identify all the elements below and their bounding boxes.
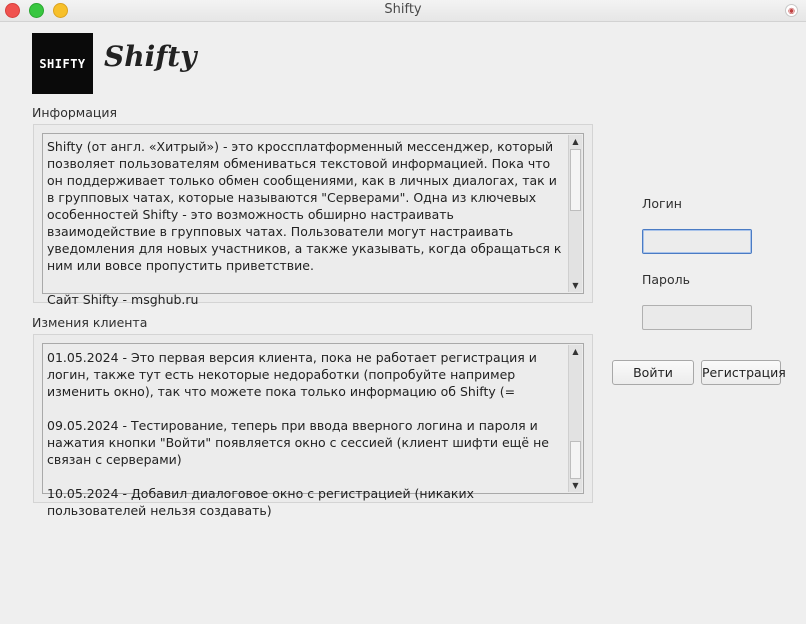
login-label: Логин <box>642 196 682 211</box>
brand-name: Shifty <box>104 40 197 73</box>
password-input[interactable] <box>642 305 752 330</box>
app-icon: ◉ <box>785 4 798 17</box>
info-text <box>47 135 563 307</box>
arrow-down-icon[interactable]: ▼ <box>572 481 579 490</box>
window-title: Shifty <box>384 2 422 17</box>
changelog-paragraph: 10.05.2024 - Добавил диалоговое окно с регистрацией (никаких пользователей нельзя создавать) <box>47 486 474 518</box>
info-scrollbar[interactable] <box>568 135 582 292</box>
logo-text: SHIFTY <box>39 56 86 71</box>
changelog-text <box>47 345 563 518</box>
info-label: Информация <box>32 105 118 120</box>
scroll-thumb[interactable] <box>570 149 581 211</box>
arrow-up-icon[interactable]: ▲ <box>572 137 579 146</box>
title-bar <box>0 0 806 22</box>
changelog-textbox[interactable] <box>42 343 584 518</box>
info-textbox[interactable] <box>42 133 584 307</box>
changelog-label: Измения клиента <box>32 315 148 330</box>
changelog-paragraph: 09.05.2024 - Тестирование, теперь при ввода вверного логина и пароля и нажатия кнопки "Войти" появляется окно с сессией (клиент шифти ещё не связан с серверами) <box>47 418 549 467</box>
arrow-down-icon[interactable]: ▼ <box>572 281 579 290</box>
login-button[interactable]: Войти <box>612 360 694 385</box>
changelog-scrollbar[interactable] <box>568 345 582 492</box>
register-button[interactable]: Регистрация <box>701 360 781 385</box>
info-paragraph: Shifty (от англ. «Хитрый») - это кроссплатформенный мессенджер, который позволяет пользователям обмениваться текстовой информацией. Пока что он поддерживает только обмен сообщениями, как в личных диалогах, так и в групповых чатах, которые называются "Серверами". Одна из ключевых особенностей Shifty - это возможность обширно настраивать взаимодействие в групповых чатах. Пользователи могут настраивать уведомления для новых участников, а также указывать, когда обращаться к ним или вовсе пропустить приветствие. <box>47 139 562 273</box>
password-label: Пароль <box>642 272 690 287</box>
arrow-up-icon[interactable]: ▲ <box>572 347 579 356</box>
login-input[interactable] <box>642 229 752 254</box>
logo <box>32 33 93 94</box>
scroll-thumb[interactable] <box>570 441 581 479</box>
info-paragraph: Сайт Shifty - msghub.ru <box>47 292 199 307</box>
changelog-paragraph: 01.05.2024 - Это первая версия клиента, пока не работает регистрация и логин, также тут есть некоторые недоработки (попробуйте например изменить окно), так что можете пока только информацию об Shifty (= <box>47 350 537 399</box>
